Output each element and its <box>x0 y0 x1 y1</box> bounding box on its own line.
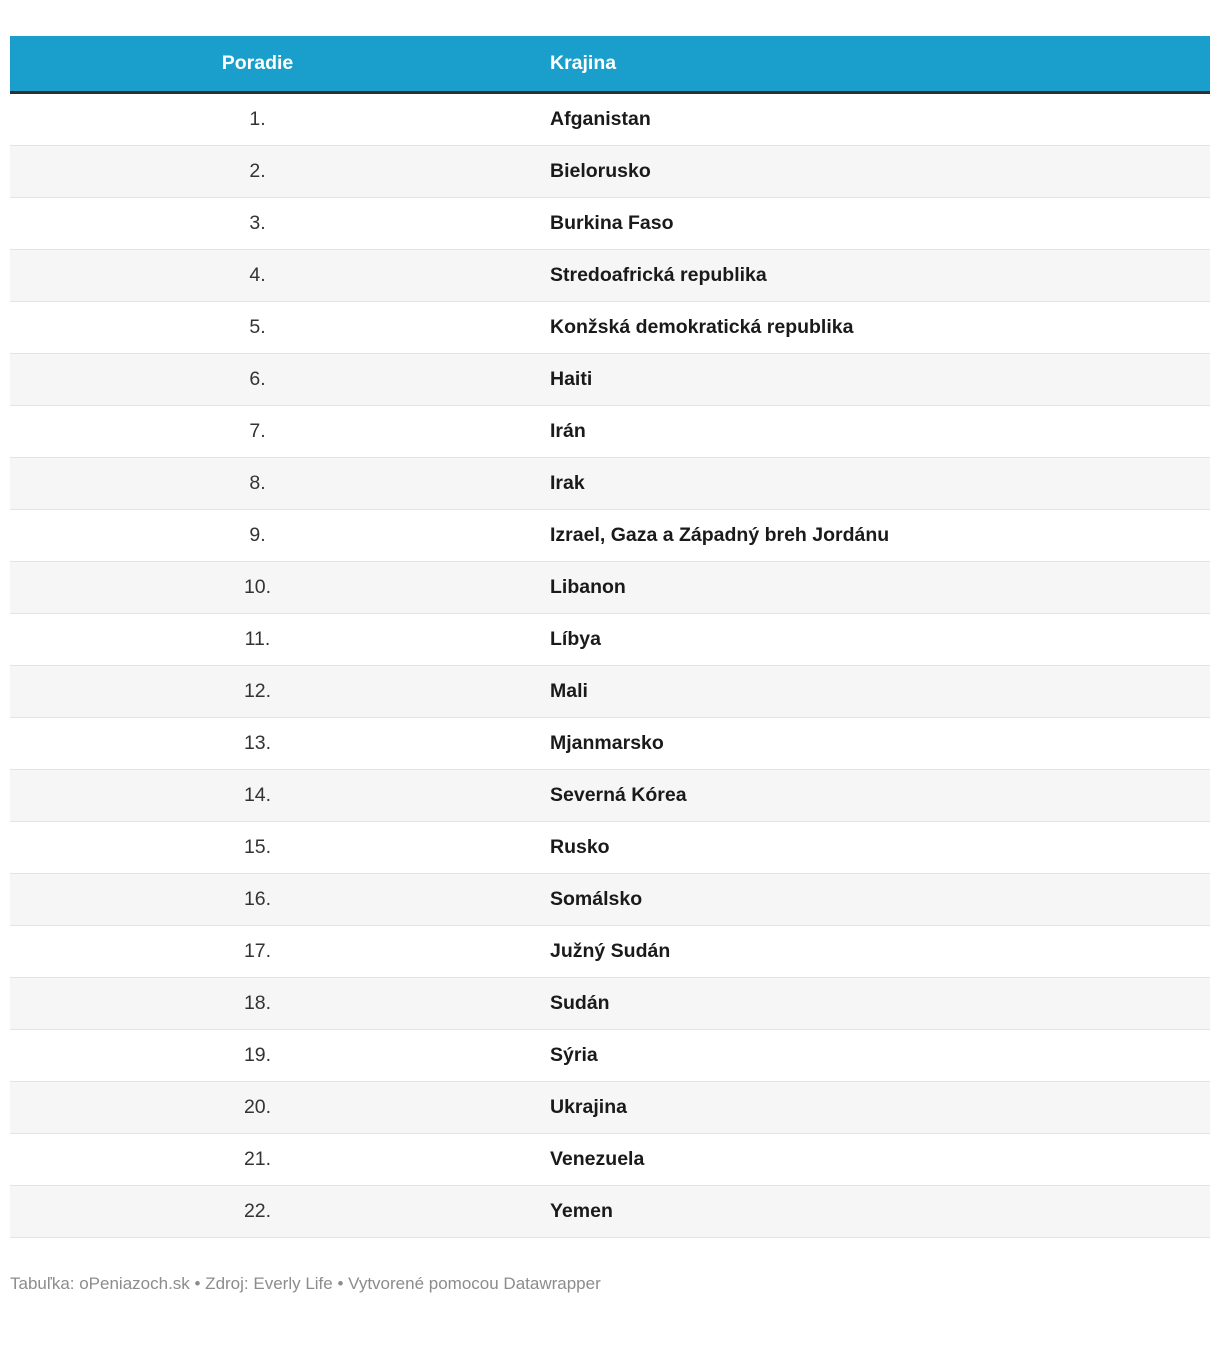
rank-cell: 18. <box>243 992 272 1014</box>
country-cell: Ukrajina <box>550 1096 627 1118</box>
country-cell: Mali <box>550 680 588 702</box>
rank-cell: 12. <box>243 680 272 702</box>
rank-cell: 1. <box>249 108 266 130</box>
rank-cell: 11. <box>244 628 271 650</box>
table-row <box>10 1134 1210 1186</box>
rank-cell: 20. <box>243 1096 272 1118</box>
rank-cell: 5. <box>249 316 266 338</box>
table-row <box>10 198 1210 250</box>
table-row <box>10 614 1210 666</box>
country-cell: Libanon <box>550 576 626 598</box>
table-row <box>10 978 1210 1030</box>
rank-cell: 19. <box>243 1044 272 1066</box>
table-row <box>10 93 1210 146</box>
country-cell: Líbya <box>550 628 601 650</box>
country-cell: Mjanmarsko <box>550 732 664 754</box>
column-header-poradie: Poradie <box>10 36 505 93</box>
table-row <box>10 874 1210 926</box>
table-row <box>10 718 1210 770</box>
rank-cell: 16. <box>243 888 272 910</box>
rank-cell: 21. <box>243 1148 272 1170</box>
country-cell: Rusko <box>550 836 610 858</box>
header-row <box>10 36 1210 93</box>
table-row <box>10 302 1210 354</box>
country-cell: Severná Kórea <box>550 784 687 806</box>
country-cell: Haiti <box>550 368 593 390</box>
rank-cell: 6. <box>249 368 266 390</box>
country-cell: Izrael, Gaza a Západný breh Jordánu <box>550 524 890 546</box>
country-cell: Yemen <box>550 1200 613 1222</box>
rank-cell: 4. <box>249 264 266 286</box>
table-row <box>10 510 1210 562</box>
table-row <box>10 406 1210 458</box>
table-row <box>10 770 1210 822</box>
table-row <box>10 250 1210 302</box>
table-row <box>10 1030 1210 1082</box>
rank-cell: 10. <box>243 576 272 598</box>
country-cell: Konžská demokratická republika <box>550 316 854 338</box>
country-cell: Bielorusko <box>550 160 651 182</box>
table-row <box>10 822 1210 874</box>
rank-cell: 17. <box>243 940 272 962</box>
attribution-footer: Tabuľka: oPeniazoch.sk • Zdroj: Everly Life • Vytvorené pomocou Datawrapper <box>10 1274 601 1293</box>
country-cell: Irán <box>550 420 586 442</box>
table-row <box>10 666 1210 718</box>
ranking-table <box>10 36 1210 1238</box>
rank-cell: 9. <box>249 524 266 546</box>
country-cell: Južný Sudán <box>550 940 671 962</box>
table-header <box>10 36 1210 93</box>
country-cell: Somálsko <box>550 888 643 910</box>
table-row <box>10 562 1210 614</box>
column-header-krajina: Krajina <box>505 36 1210 93</box>
rank-cell: 3. <box>249 212 266 234</box>
table-row <box>10 354 1210 406</box>
country-cell: Sudán <box>550 992 610 1014</box>
rank-cell: 7. <box>249 420 266 442</box>
table-row <box>10 458 1210 510</box>
rank-cell: 8. <box>249 472 266 494</box>
rank-cell: 13. <box>243 732 272 754</box>
table-row <box>10 1186 1210 1238</box>
rank-cell: 2. <box>249 160 266 182</box>
table-row <box>10 1082 1210 1134</box>
country-cell: Irak <box>550 472 585 494</box>
rank-cell: 14. <box>243 784 272 806</box>
country-cell: Sýria <box>550 1044 598 1066</box>
country-cell: Afganistan <box>550 108 651 130</box>
rank-cell: 22. <box>243 1200 272 1222</box>
rank-cell: 15. <box>243 836 272 858</box>
table-body <box>10 93 1210 1238</box>
country-cell: Burkina Faso <box>550 212 674 234</box>
table-row <box>10 926 1210 978</box>
ranking-table-container <box>10 36 1210 1238</box>
country-cell: Stredoafrická republika <box>550 264 767 286</box>
country-cell: Venezuela <box>550 1148 645 1170</box>
table-row <box>10 146 1210 198</box>
